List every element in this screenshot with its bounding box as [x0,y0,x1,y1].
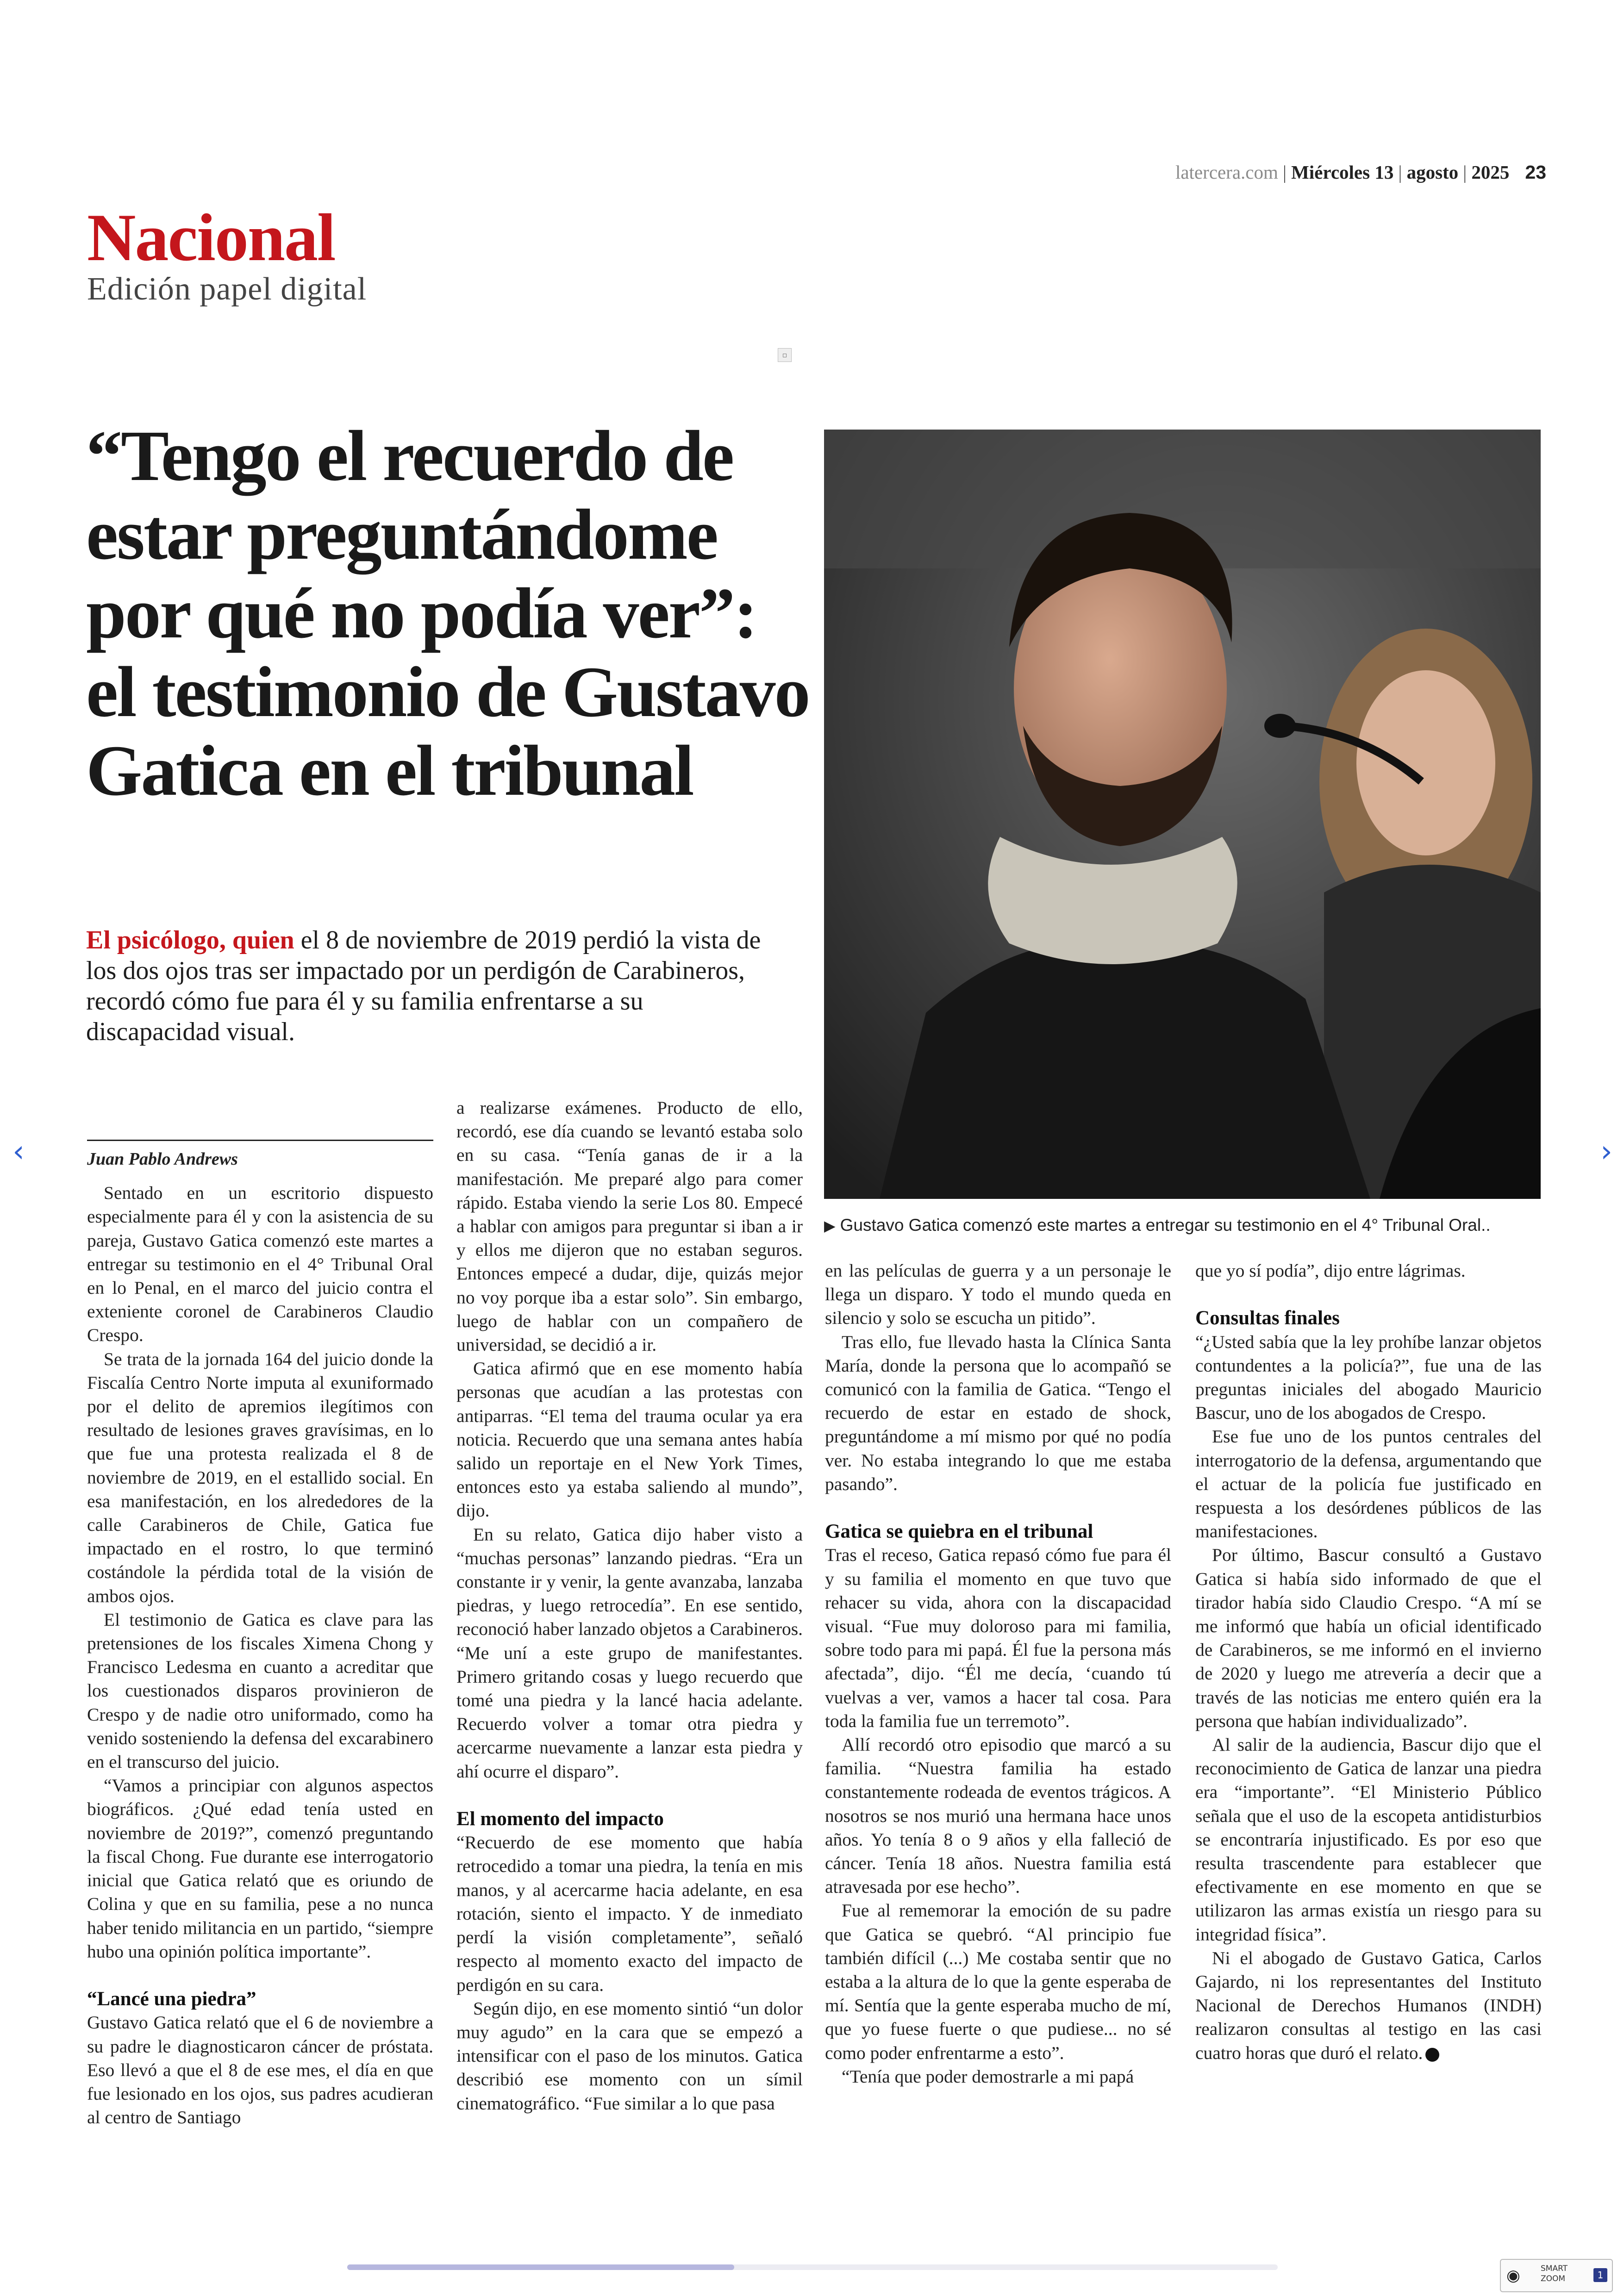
subheading: “Lancé una piedra” [87,1988,256,2010]
date-year: 2025 [1471,162,1510,183]
site-name: latercera.com [1175,162,1278,183]
paragraph: Según dijo, en ese momento sintió “un dolor muy agudo” en la cara que se empezó a intensificar con el paso de los minutos. Gatica describió ese momento con un símil cinematográfico. “Fue similar a lo que pasa [456,1998,803,2114]
article-column-2 [456,1096,803,2115]
section-title: Nacional [87,200,335,275]
closing-paragraph-text: Ni el abogado de Gustavo Gatica, Carlos Gajardo, ni los representantes del Instituto Nacional de Derechos Humanos (INDH) realizaron consultas al testigo en las casi cuatro horas que duró el relato. [1195,1947,1542,2063]
paragraph [1195,1946,1542,2065]
paragraph: Al salir de la audiencia, Bascur dijo que el reconocimiento de Gatica de lanzar una piedra era “importante”. “El Ministerio Público señala que el uso de la escopeta antidisturbios se encontraría injustificado. Es por eso que resulta trascendente para establecer que efectivamente en ese momento en que se utilizaron las armas existía un riesgo para su integridad física”. [1195,1734,1542,1945]
paragraph: Sentado en un escritorio dispuesto especialmente para él y con la asistencia de su pareja, Gustavo Gatica comenzó este martes a entregar su testimonio en el 4° Tribunal Oral en lo Penal, en el marco del juicio contra el exteniente coronel de Carabineros Claudio Crespo. [87,1183,433,1346]
paragraph: “Vamos a principiar con algunos aspectos biográficos. ¿Qué edad tenía usted en noviembre de 2019?”, comenzó preguntando la fiscal Chong. Fue durante ese interrogatorio inicial que Gatica relató que es oriundo de Colina y que en su familia, pese a no nunca haber tenido militancia en un partido, “siempre hubo una opinión política importante”. [87,1775,433,1962]
article-column-3 [825,1259,1171,2089]
paragraph: que yo sí podía”, dijo entre lágrimas. [1195,1260,1466,1281]
photo-caption [824,1216,1546,1235]
paragraph: “Recuerdo de ese momento que había retrocedido a tomar una piedra, la tenía en mis manos, y al acercarme hacia adelante, en esa rotación, siento el impacto. Y de inmediato perdí la visión completamente”, señaló respecto al momento exacto del impacto de perdigón en su cara. [456,1832,803,1995]
page-number: 23 [1525,162,1546,183]
date-month: agosto [1406,162,1459,183]
paragraph: a realizarse exámenes. Producto de ello, recordó, ese día cuando se levantó estaba solo en su casa. “Tenía ganas de ir a la manifestación. Me preparé algo para comer rápido. Estaba viendo la serie Los 80. Empecé a hablar con amigos para preguntar si iban a ir y ellos me dijeron que no estaban seguros. Entonces empecé a dudar, dije, quizás mejor no voy porque iba a estar solo”. Sin embargo, luego de hablar con un compañero de universidad, se decidió a ir. [456,1098,803,1355]
masthead-bar: latercera.com | Miércoles 13 | agosto | 2025 23 [1175,162,1546,183]
image-placeholder-icon: ▫ [778,348,792,362]
deck [86,925,771,1047]
paragraph: en las películas de guerra y a un personaje le llega un disparo. Y todo el mundo queda en silencio y solo se escucha un pitido”. [825,1260,1171,1328]
end-mark-icon [1425,2048,1439,2062]
chevron-right-icon[interactable]: › [1600,1135,1612,1169]
paragraph: El testimonio de Gatica es clave para las pretensiones de los fiscales Ximena Chong y Francisco Ledesma en cuanto a acreditar que los cuestionados disparos provinieron de Crespo y de nadie otro uniformado, como ha venido sosteniendo la defensa del excarabinero en el transcurso del juicio. [87,1609,433,1772]
paragraph: “Tenía que poder demostrarle a mi papá [842,2066,1134,2087]
paragraph: Tras ello, fue llevado hasta la Clínica Santa María, donde la persona que lo acompañó se comunicó con la familia de Gatica. “Tengo el recuerdo de estar en estado de shock, preguntándome a mí mismo por qué no podía ver. No estaba integrando lo que me estaba pasando”. [825,1331,1171,1494]
reading-progress-fill [347,2264,734,2270]
headline: “Tengo el recuerdo de estar preguntándome por qué no podía ver”: el testimonio de Gustavo Gatica en el tribunal [86,416,809,811]
subheading: Consultas finales [1195,1307,1340,1329]
date-day: Miércoles 13 [1291,162,1394,183]
paragraph: Gustavo Gatica relató que el 6 de noviembre a su padre le diagnosticaron cáncer de próstata. Eso llevó a que el 8 de ese mes, el día en que fue lesionado en los ojos, sus padres acudieran al centro de Santiago [87,2012,433,2128]
smart-zoom-button[interactable] [1500,2259,1613,2292]
photo-caption-text: Gustavo Gatica comenzó este martes a entregar su testimonio en el 4° Tribunal Oral.. [840,1216,1491,1235]
subheading: Gatica se quiebra en el tribunal [825,1521,1093,1543]
paragraph: Fue al rememorar la emoción de su padre que Gatica se quebró. “Al principio fue también difícil (...) Me costaba sentir que no estaba a la altura de lo que la gente esperaba de mí. Sentía que la gente esperaba mucho de mí, que yo fuese fuerte o que pudiese... no sé como poder enfrentarme a esto”. [825,1900,1171,2063]
article-column-1 [87,1140,433,2129]
paragraph: Ese fue uno de los puntos centrales del interrogatorio de la defensa, argumentando que el actuar de la policía fue justificado en respuesta a los desórdenes públicos de las manifestaciones. [1195,1426,1542,1542]
paragraph: “¿Usted sabía que la ley prohíbe lanzar objetos contundentes a la policía?”, fue una de las preguntas iniciales del abogado Mauricio Bascur, uno de los abogados de Crespo. [1195,1331,1542,1423]
paragraph: En su relato, Gatica dijo haber visto a “muchas personas” lanzando piedras. “Era un constante ir y venir, la gente avanzaba, lanzaba piedras, y luego retrocedía”. En ese sentido, reconoció haber lanzado objetos a Carabineros. “Me uní a este grupo de manifestantes. Primero gritando cosas y luego recuerdo que tomé una piedra y la lancé hacia adelante. Recuerdo volver a tomar otra piedra y acercarme nuevamente a lanzar esta piedra y ahí ocurre el disparo”. [456,1524,803,1782]
subheading: El momento del impacto [456,1808,664,1830]
triangle-right-icon: ▶ [824,1217,836,1234]
deck-lead: El psicólogo, quien [86,926,294,954]
paragraph: Tras el receso, Gatica repasó cómo fue para él y su familia el momento en que tuvo que rehacer su vida, ahora con la discapacidad visual. “Fue muy doloroso para mi familia, sobre todo para mi papá. Él fue la persona más afectada”, dijo. “Él me decía, ‘cuando tú vuelvas a ver, vamos a hacer tal cosa. Para toda la familia fue un terremoto”. [825,1545,1171,1731]
paragraph: Se trata de la jornada 164 del juicio donde la Fiscalía Centro Norte imputa al exuniformado por el delito de apremios ilegítimos con resultado de lesiones graves gravísimas, en lo que fue una protesta realizada el 8 de noviembre de 2019, en el estallido social. En esa manifestación, en los alrededores de la calle Carabineros de Chile, Gatica fue impactado en el rostro, lo que terminó costándole la pérdida total de la visión de ambos ojos. [87,1348,433,1606]
chevron-left-icon[interactable]: ‹ [12,1135,25,1169]
paragraph: Gatica afirmó que en ese momento había personas que acudían a las protestas con antiparras. “El tema del trauma ocular ya era noticia. Recuerdo que una semana antes había salido un reportaje en el New York Times, entonces esto ya estaba saliendo al mundo”, dijo. [456,1358,803,1521]
eye-icon: ◉ [1506,2266,1520,2285]
smart-zoom-count: 1 [1593,2268,1607,2282]
byline: Juan Pablo Andrews [87,1140,433,1171]
paragraph: Allí recordó otro episodio que marcó a su familia. “Nuestra familia ha estado constantemente rodeada de eventos trágicos. A nosotros se nos murió una hermana hace unos años. Yo tenía 8 o 9 años y ella falleció de cáncer. Tenía 18 años. Nuestra familia está atravesada por ese hecho”. [825,1734,1171,1897]
deck-text: el 8 de noviembre de 2019 perdió la vista de los dos ojos tras ser impactado por un perdigón de Carabineros, recordó cómo fue para él y su familia enfrentarse a su discapacidad visual. [86,926,761,1046]
edition-label: Edición papel digital [87,271,367,307]
article-column-4 [1195,1259,1542,2065]
paragraph: Por último, Bascur consultó a Gustavo Gatica si había sido informado de que el tirador había sido Claudio Crespo. “A mí se me informó que había un oficial identificado de Carabineros, se me informó en el invierno de 2020 y luego me atrevería a decir que a través de las noticias me entero quién era la persona que habían individualizado”. [1195,1545,1542,1731]
smart-zoom-label: SMART ZOOM [1541,2264,1568,2283]
photo-illustration [824,430,1541,1199]
article-photo [824,430,1541,1199]
